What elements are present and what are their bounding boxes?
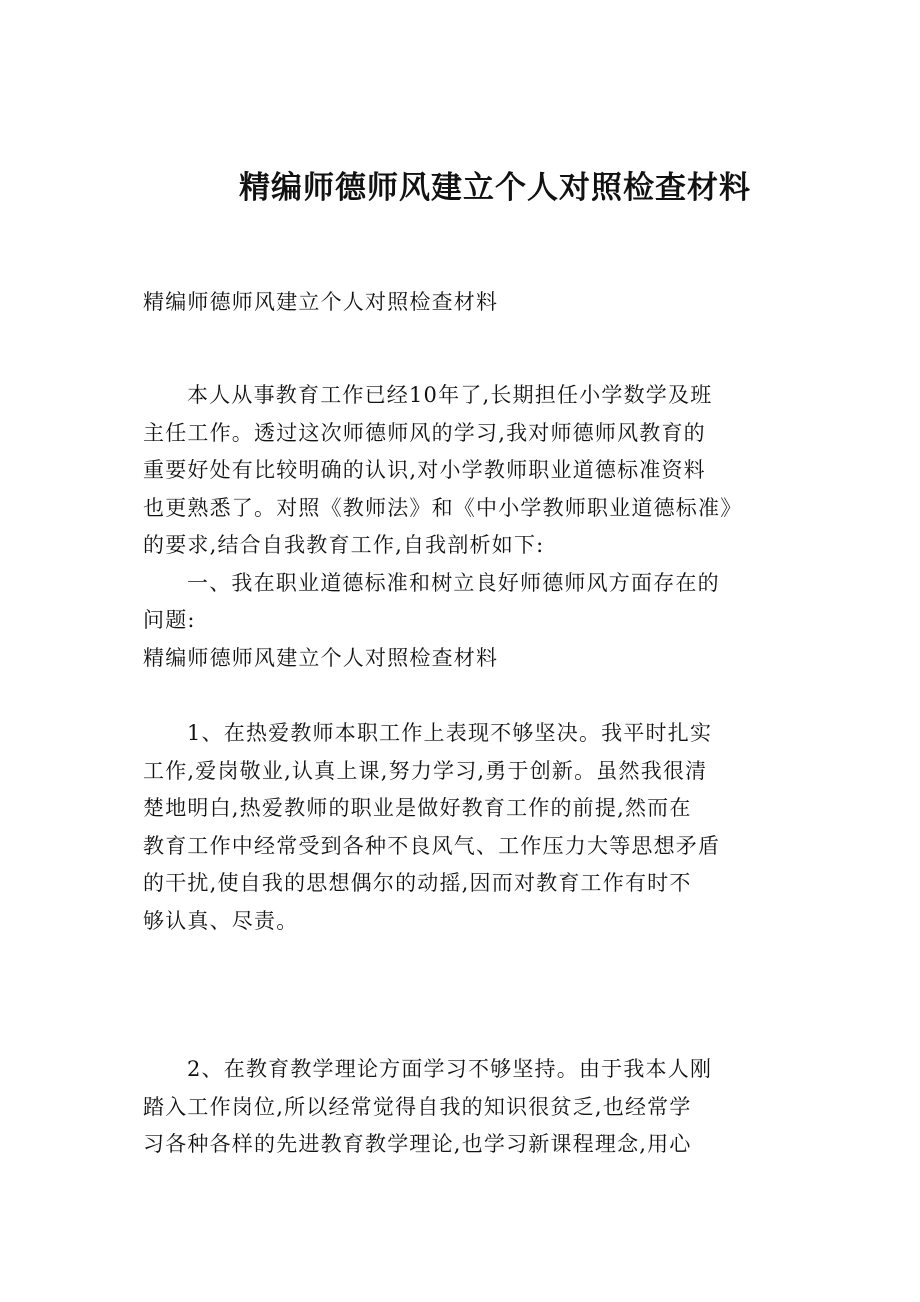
text-line: 教育工作中经常受到各种不良风气、工作压力大等思想矛盾 [143, 833, 721, 858]
text-line: 习各种各样的先进教育教学理论,也学习新课程理念,用心 [143, 1132, 692, 1156]
text-line: 重要好处有比较明确的认识,对小学教师职业道德标准资料 [143, 458, 706, 482]
text-line: 工作,爱岗敬业,认真上课,努力学习,勇于创新。虽然我很清 [143, 758, 708, 783]
section-heading-line: 问题: [143, 608, 196, 632]
text-line: 的要求,结合自我教育工作,自我剖析如下: [143, 533, 545, 557]
text-line: 主任工作。透过这次师德师风的学习,我对师德师风教育的 [143, 420, 706, 445]
document-title: 精编师德师风建立个人对照检查材料 [239, 170, 751, 206]
paragraph-point-2 [143, 1051, 783, 1164]
text-line: 2、在教育教学理论方面学习不够坚持。由于我本人刚 [187, 1057, 713, 1081]
text-line: 本人从事教育工作已经10年了,长期担任小学数学及班 [187, 383, 713, 407]
paragraph-intro [143, 377, 783, 677]
text-line: 踏入工作岗位,所以经常觉得自我的知识很贫乏,也经常学 [143, 1094, 692, 1119]
subtitle-line: 精编师德师风建立个人对照检查材料 [143, 290, 499, 314]
text-line: 的干扰,使自我的思想偶尔的动摇,因而对教育工作有时不 [143, 871, 692, 895]
running-header-line: 精编师德师风建立个人对照检查材料 [143, 645, 499, 670]
paragraph-point-1 [143, 715, 783, 940]
text-line: 够认真、尽责。 [143, 908, 299, 933]
section-heading-line: 一、我在职业道德标准和树立良好师德师风方面存在的 [187, 570, 720, 595]
document-subtitle [143, 284, 783, 322]
text-line: 1、在热爱教师本职工作上表现不够坚决。我平时扎实 [187, 721, 713, 745]
text-line: 也更熟悉了。对照《教师法》和《中小学教师职业道德标准》 [143, 495, 743, 520]
text-line: 楚地明白,热爱教师的职业是做好教育工作的前提,然而在 [143, 796, 692, 820]
